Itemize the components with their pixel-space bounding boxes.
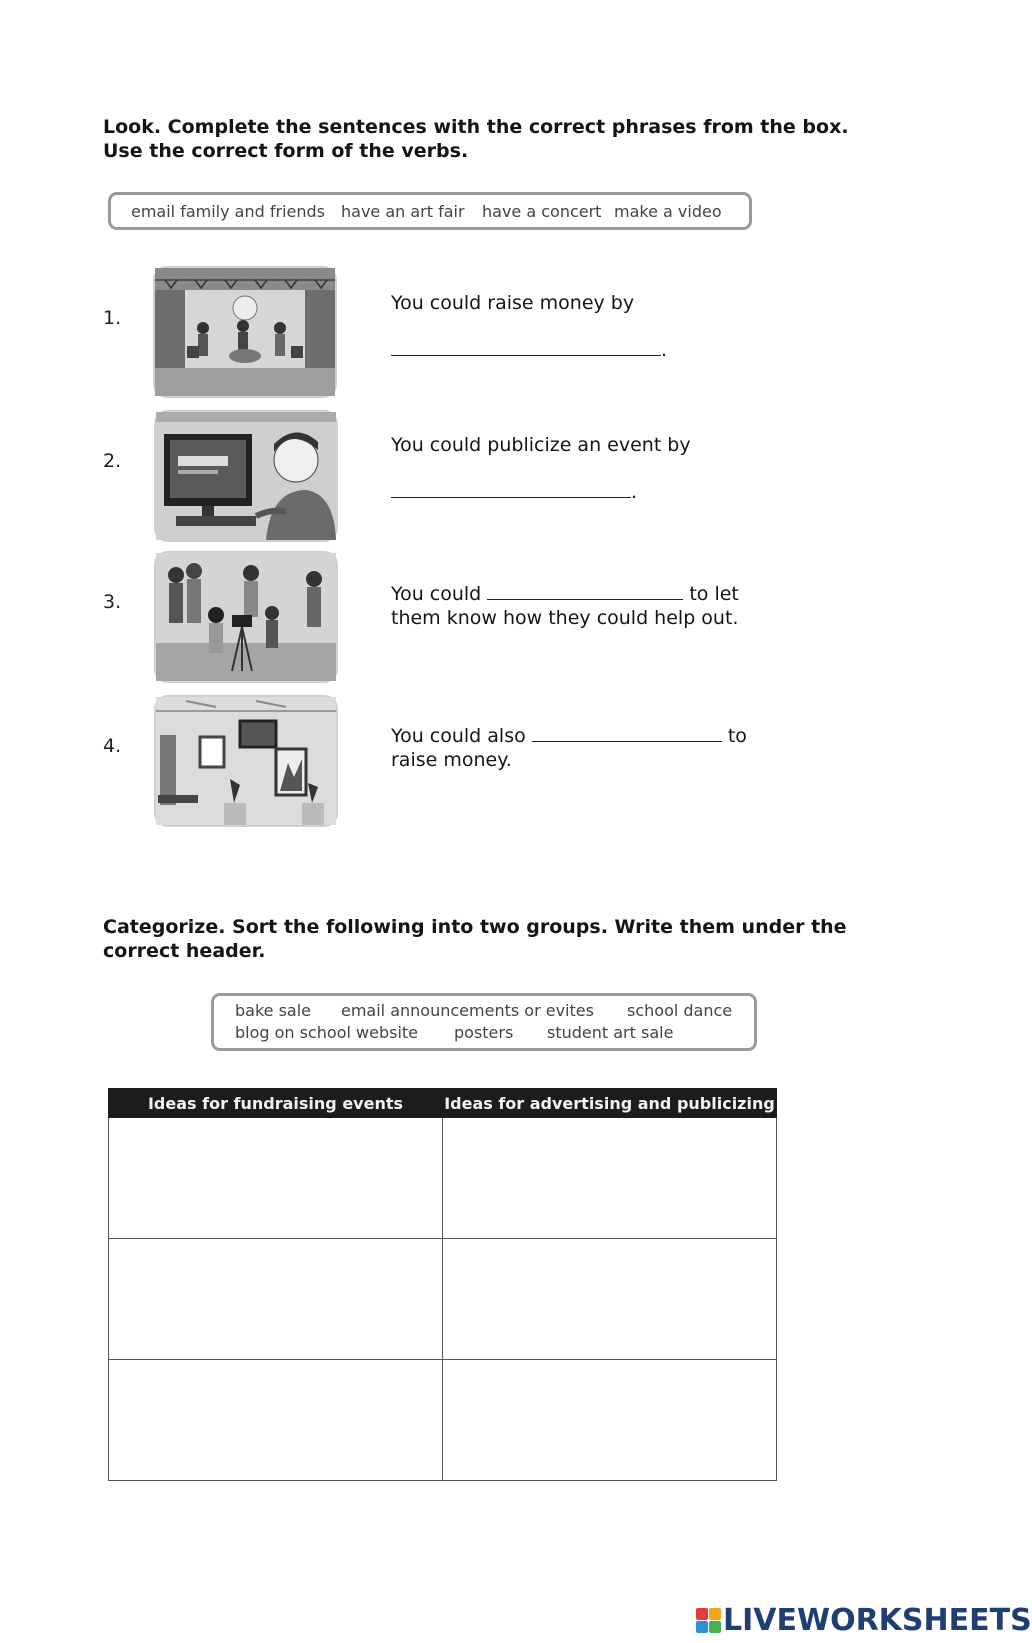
item-number: 2. (103, 450, 122, 472)
word-box-item: bake sale (235, 1001, 312, 1020)
answer-cell[interactable] (109, 1118, 443, 1239)
word-box-item: blog on school website (235, 1023, 419, 1042)
sentence-text: You could raise money by (391, 292, 635, 314)
word-box-1 (108, 192, 752, 230)
answer-cell[interactable] (443, 1239, 777, 1360)
logo-grid-icon (696, 1608, 721, 1633)
answer-blank-3[interactable] (487, 581, 683, 600)
word-box-item: email announcements or evites (341, 1001, 594, 1020)
table-row (109, 1239, 777, 1360)
sort-table (108, 1088, 777, 1481)
boy-at-computer-picture (154, 410, 338, 542)
table-row (109, 1360, 777, 1481)
sentence-text: You could publicize an event by (391, 434, 691, 456)
answer-blank-2[interactable] (391, 479, 631, 498)
word-box-item: posters (454, 1023, 514, 1042)
concert-stage-picture (153, 266, 337, 398)
sentence-3 (391, 581, 751, 630)
kids-filming-video-picture (154, 551, 338, 683)
sentence-text-line2: raise money. (391, 749, 512, 771)
item-number: 3. (103, 591, 122, 613)
sentence-4 (391, 723, 751, 772)
item-number: 4. (103, 735, 122, 757)
word-box-item: school dance (627, 1001, 733, 1020)
table-row (109, 1118, 777, 1239)
word-box-2 (211, 993, 757, 1051)
word-box-item: have an art fair (341, 202, 465, 221)
word-box-item: student art sale (547, 1023, 674, 1042)
logo-text: LIVEWORKSHEETS (723, 1602, 1032, 1638)
word-box-item: email family and friends (131, 202, 325, 221)
liveworksheets-logo (696, 1603, 1032, 1637)
answer-cell[interactable] (109, 1239, 443, 1360)
sentence-2 (391, 433, 791, 504)
word-box-item: make a video (614, 202, 722, 221)
sentence-text-before: You could also (391, 725, 526, 747)
answer-blank-4[interactable] (532, 723, 722, 742)
instruction-1: Look. Complete the sentences with the correct phrases from the box. Use the correct form of the verbs. (103, 116, 849, 162)
answer-cell[interactable] (443, 1360, 777, 1481)
sentence-end: . (661, 339, 668, 361)
art-fair-gallery-picture (154, 695, 338, 827)
sentence-1 (391, 291, 791, 362)
header-fundraising: Ideas for fundraising events (109, 1089, 443, 1118)
sentence-text-line2: them know how they could help out. (391, 607, 739, 629)
word-box-item: have a concert (482, 202, 602, 221)
sentence-text-before: You could (391, 583, 482, 605)
instruction-2: Categorize. Sort the following into two groups. Write them under the correct header. (103, 916, 847, 962)
sentence-text-after: to (727, 725, 747, 747)
answer-cell[interactable] (443, 1118, 777, 1239)
sentence-text-after: to let (689, 583, 739, 605)
header-advertising: Ideas for advertising and publicizing (443, 1089, 777, 1118)
answer-blank-1[interactable] (391, 337, 661, 356)
item-number: 1. (103, 307, 122, 329)
sentence-end: . (631, 481, 638, 503)
answer-cell[interactable] (109, 1360, 443, 1481)
